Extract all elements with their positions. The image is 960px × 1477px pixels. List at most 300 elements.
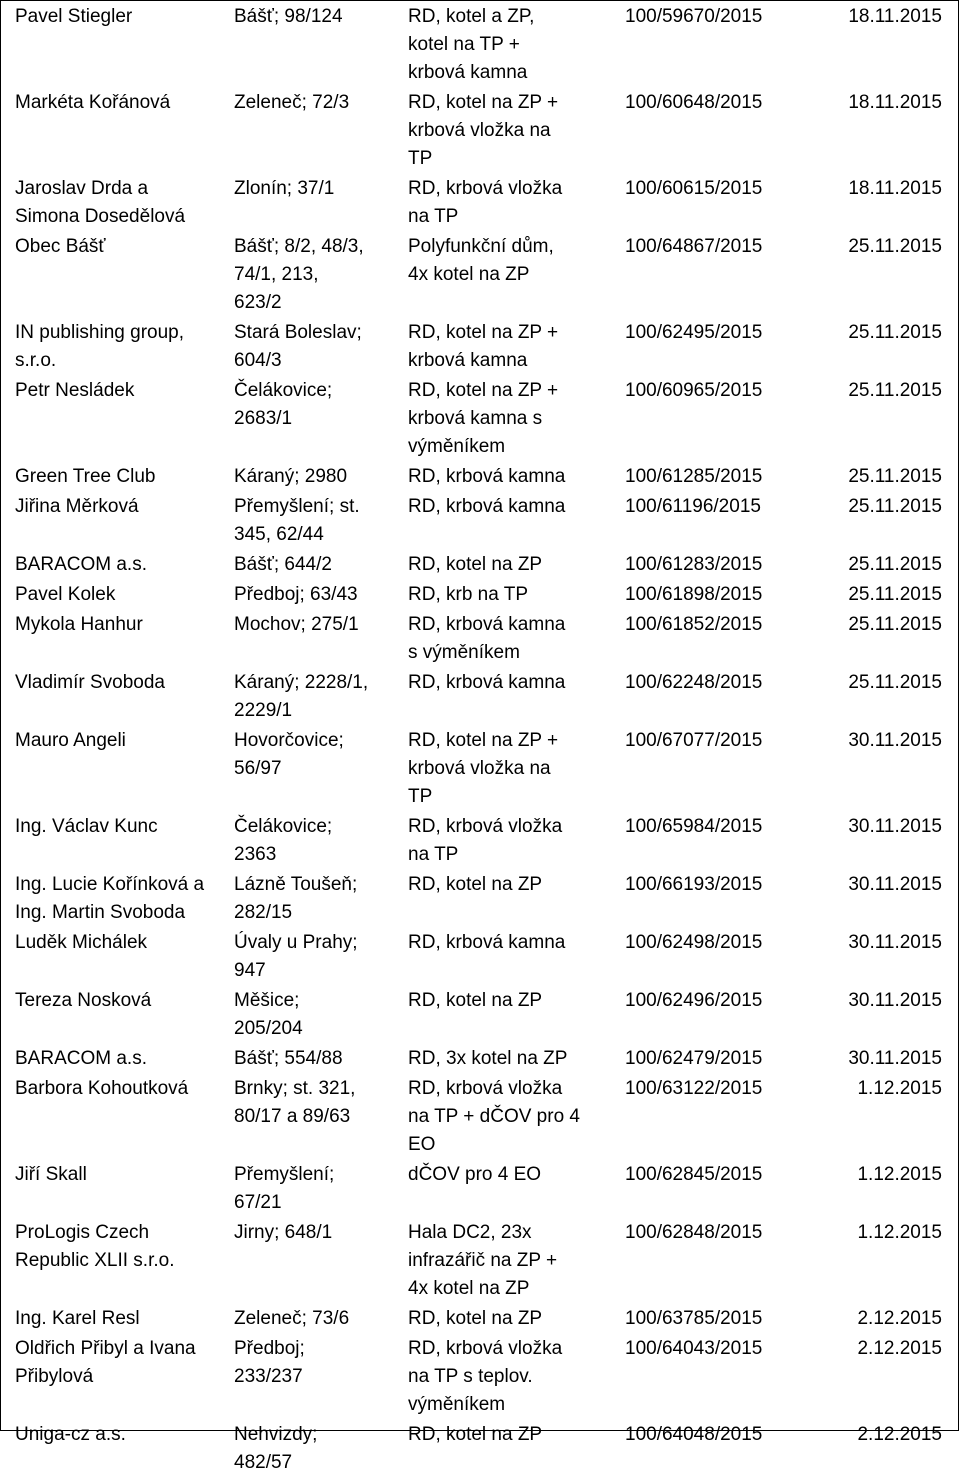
reference-number-cell: [621, 1073, 816, 1159]
cell-text-line: Jirny; 648/1: [234, 1222, 333, 1243]
cell-text-line: Markéta Kořánová: [15, 92, 171, 113]
cell-text-line: kotel na TP +: [408, 34, 520, 55]
cell-text-line: Přibylová: [15, 1366, 94, 1387]
cell-text-line: RD, kotel na ZP: [408, 554, 543, 575]
cell-text-line: 30.11.2015: [848, 730, 942, 751]
cell-text-line: Káraný; 2980: [234, 466, 348, 487]
applicant-cell: [1, 985, 232, 1043]
table-row: [1, 173, 958, 231]
cell-text-line: RD, kotel na ZP +: [408, 730, 559, 751]
cell-text-line: Green Tree Club: [15, 466, 156, 487]
installation-cell: [406, 1043, 621, 1073]
cell-text-line: RD, 3x kotel na ZP: [408, 1048, 568, 1069]
cell-text-line: 947: [234, 960, 266, 981]
cell-text-line: 30.11.2015: [848, 990, 942, 1011]
cell-text-line: RD, krbová vložka: [408, 178, 563, 199]
cell-text-line: 282/15: [234, 902, 293, 923]
cell-text-line: Simona Dosedělová: [15, 206, 186, 227]
cell-text-line: 1.12.2015: [857, 1078, 942, 1099]
applicant-cell: [1, 811, 232, 869]
installation-cell: [406, 579, 621, 609]
reference-number-cell: [621, 317, 816, 375]
table-row: [1, 549, 958, 579]
cell-text-line: infrazářič na ZP +: [408, 1250, 558, 1271]
applicant-cell: [1, 549, 232, 579]
table-row: [1, 1419, 958, 1477]
applicant-cell: [1, 869, 232, 927]
location-cell: [232, 927, 406, 985]
cell-text-line: s.r.o.: [15, 350, 57, 371]
cell-text-line: RD, kotel a ZP,: [408, 6, 535, 27]
applicant-cell: [1, 375, 232, 461]
applicant-cell: [1, 1303, 232, 1333]
date-cell: [816, 869, 958, 927]
cell-text-line: 30.11.2015: [848, 1048, 942, 1069]
cell-text-line: Jiří Skall: [15, 1164, 87, 1185]
date-cell: [816, 173, 958, 231]
reference-number-cell: [621, 1159, 816, 1217]
cell-text-line: Jiřina Měrková: [15, 496, 139, 517]
table-row: [1, 461, 958, 491]
applicant-cell: [1, 1419, 232, 1477]
cell-text-line: na TP: [408, 844, 459, 865]
cell-text-line: RD, kotel na ZP: [408, 874, 543, 895]
cell-text-line: 100/61196/2015: [625, 496, 761, 517]
cell-text-line: Hala DC2, 23x: [408, 1222, 532, 1243]
installation-cell: [406, 1419, 621, 1477]
reference-number-cell: [621, 985, 816, 1043]
cell-text-line: 100/67077/2015: [625, 730, 763, 751]
reference-number-cell: [621, 579, 816, 609]
cell-text-line: 25.11.2015: [848, 672, 942, 693]
cell-text-line: 604/3: [234, 350, 282, 371]
cell-text-line: IN publishing group,: [15, 322, 184, 343]
cell-text-line: 100/62498/2015: [625, 932, 763, 953]
installation-cell: [406, 375, 621, 461]
cell-text-line: Zlonín; 37/1: [234, 178, 335, 199]
reference-number-cell: [621, 1217, 816, 1303]
reference-number-cell: [621, 549, 816, 579]
applicant-cell: [1, 609, 232, 667]
location-cell: [232, 317, 406, 375]
installation-cell: [406, 1, 621, 87]
cell-text-line: RD, krbová vložka: [408, 1338, 563, 1359]
table-body: [1, 1, 958, 1477]
cell-text-line: 100/62848/2015: [625, 1222, 763, 1243]
applicant-cell: [1, 927, 232, 985]
reference-number-cell: [621, 173, 816, 231]
location-cell: [232, 811, 406, 869]
cell-text-line: 100/60965/2015: [625, 380, 763, 401]
cell-text-line: dČOV pro 4 EO: [408, 1164, 542, 1185]
date-cell: [816, 461, 958, 491]
cell-text-line: Zeleneč; 73/6: [234, 1308, 350, 1329]
applicant-cell: [1, 1217, 232, 1303]
cell-text-line: Stará Boleslav;: [234, 322, 362, 343]
date-cell: [816, 1043, 958, 1073]
installation-cell: [406, 549, 621, 579]
date-cell: [816, 1217, 958, 1303]
table-row: [1, 1073, 958, 1159]
cell-text-line: 100/63122/2015: [625, 1078, 763, 1099]
cell-text-line: 100/64867/2015: [625, 236, 763, 257]
installation-cell: [406, 461, 621, 491]
cell-text-line: Mykola Hanhur: [15, 614, 143, 635]
table-row: [1, 1303, 958, 1333]
applicant-cell: [1, 491, 232, 549]
cell-text-line: 30.11.2015: [848, 816, 942, 837]
cell-text-line: Polyfunkční dům,: [408, 236, 554, 257]
cell-text-line: Měšice;: [234, 990, 300, 1011]
cell-text-line: 2683/1: [234, 408, 293, 429]
date-cell: [816, 1303, 958, 1333]
cell-text-line: 2.12.2015: [857, 1424, 942, 1445]
reference-number-cell: [621, 87, 816, 173]
cell-text-line: RD, krbová kamna: [408, 672, 566, 693]
location-cell: [232, 173, 406, 231]
cell-text-line: 100/62496/2015: [625, 990, 763, 1011]
installation-cell: [406, 1217, 621, 1303]
cell-text-line: Vladimír Svoboda: [15, 672, 165, 693]
cell-text-line: RD, kotel na ZP +: [408, 380, 559, 401]
cell-text-line: 100/64043/2015: [625, 1338, 763, 1359]
cell-text-line: Barbora Kohoutková: [15, 1078, 189, 1099]
date-cell: [816, 579, 958, 609]
reference-number-cell: [621, 1043, 816, 1073]
cell-text-line: 25.11.2015: [848, 584, 942, 605]
cell-text-line: 100/61852/2015: [625, 614, 763, 635]
cell-text-line: RD, kotel na ZP +: [408, 322, 559, 343]
cell-text-line: 482/57: [234, 1452, 293, 1473]
cell-text-line: 30.11.2015: [848, 932, 942, 953]
installation-cell: [406, 869, 621, 927]
applicant-cell: [1, 173, 232, 231]
applicant-cell: [1, 231, 232, 317]
cell-text-line: 2.12.2015: [857, 1338, 942, 1359]
date-cell: [816, 1333, 958, 1419]
location-cell: [232, 725, 406, 811]
cell-text-line: RD, krb na TP: [408, 584, 529, 605]
cell-text-line: 100/62845/2015: [625, 1164, 763, 1185]
cell-text-line: BARACOM a.s.: [15, 1048, 147, 1069]
table-row: [1, 1043, 958, 1073]
reference-number-cell: [621, 927, 816, 985]
date-cell: [816, 1073, 958, 1159]
location-cell: [232, 375, 406, 461]
cell-text-line: na TP: [408, 206, 459, 227]
cell-text-line: Bášť; 8/2, 48/3,: [234, 236, 364, 257]
cell-text-line: RD, kotel na ZP: [408, 990, 543, 1011]
date-cell: [816, 927, 958, 985]
cell-text-line: 25.11.2015: [848, 466, 942, 487]
cell-text-line: Luděk Michálek: [15, 932, 148, 953]
installation-cell: [406, 1303, 621, 1333]
cell-text-line: výměníkem: [408, 436, 506, 457]
installation-cell: [406, 609, 621, 667]
table-row: [1, 1217, 958, 1303]
location-cell: [232, 1073, 406, 1159]
applicant-cell: [1, 579, 232, 609]
cell-text-line: Mochov; 275/1: [234, 614, 359, 635]
reference-number-cell: [621, 491, 816, 549]
installation-cell: [406, 317, 621, 375]
cell-text-line: Tereza Nosková: [15, 990, 152, 1011]
cell-text-line: 4x kotel na ZP: [408, 264, 530, 285]
cell-text-line: Hovorčovice;: [234, 730, 344, 751]
cell-text-line: TP: [408, 148, 433, 169]
applicant-cell: [1, 1, 232, 87]
table-row: [1, 725, 958, 811]
date-cell: [816, 1419, 958, 1477]
cell-text-line: 18.11.2015: [848, 178, 942, 199]
cell-text-line: 80/17 a 89/63: [234, 1106, 351, 1127]
cell-text-line: 1.12.2015: [857, 1164, 942, 1185]
cell-text-line: výměníkem: [408, 1394, 506, 1415]
cell-text-line: Ing. Lucie Kořínková a: [15, 874, 205, 895]
applicant-cell: [1, 1159, 232, 1217]
date-cell: [816, 667, 958, 725]
date-cell: [816, 725, 958, 811]
reference-number-cell: [621, 1303, 816, 1333]
cell-text-line: 345, 62/44: [234, 524, 324, 545]
cell-text-line: 100/59670/2015: [625, 6, 763, 27]
installation-cell: [406, 1073, 621, 1159]
applicant-cell: [1, 1073, 232, 1159]
cell-text-line: Ing. Václav Kunc: [15, 816, 158, 837]
cell-text-line: Nehvizdy;: [234, 1424, 318, 1445]
cell-text-line: 100/64048/2015: [625, 1424, 763, 1445]
cell-text-line: 4x kotel na ZP: [408, 1278, 530, 1299]
cell-text-line: 25.11.2015: [848, 496, 942, 517]
reference-number-cell: [621, 667, 816, 725]
cell-text-line: na TP + dČOV pro 4: [408, 1106, 580, 1127]
cell-text-line: Bášť; 644/2: [234, 554, 332, 575]
reference-number-cell: [621, 869, 816, 927]
cell-text-line: 233/237: [234, 1366, 303, 1387]
location-cell: [232, 1419, 406, 1477]
installation-cell: [406, 985, 621, 1043]
table-row: [1, 985, 958, 1043]
applicant-cell: [1, 667, 232, 725]
table-row: [1, 375, 958, 461]
date-cell: [816, 811, 958, 869]
cell-text-line: 25.11.2015: [848, 380, 942, 401]
cell-text-line: 25.11.2015: [848, 614, 942, 635]
cell-text-line: 205/204: [234, 1018, 303, 1039]
location-cell: [232, 667, 406, 725]
date-cell: [816, 231, 958, 317]
location-cell: [232, 1159, 406, 1217]
reference-number-cell: [621, 1419, 816, 1477]
permit-table: [1, 1, 958, 1477]
cell-text-line: Káraný; 2228/1,: [234, 672, 369, 693]
cell-text-line: RD, krbová kamna: [408, 466, 566, 487]
cell-text-line: BARACOM a.s.: [15, 554, 147, 575]
location-cell: [232, 1043, 406, 1073]
cell-text-line: s výměníkem: [408, 642, 520, 663]
cell-text-line: 623/2: [234, 292, 282, 313]
date-cell: [816, 375, 958, 461]
installation-cell: [406, 667, 621, 725]
cell-text-line: Bášť; 98/124: [234, 6, 343, 27]
cell-text-line: ProLogis Czech: [15, 1222, 150, 1243]
cell-text-line: Bášť; 554/88: [234, 1048, 343, 1069]
location-cell: [232, 491, 406, 549]
cell-text-line: Lázně Toušeň;: [234, 874, 358, 895]
cell-text-line: 100/65984/2015: [625, 816, 763, 837]
cell-text-line: 18.11.2015: [848, 92, 942, 113]
cell-text-line: Republic XLII s.r.o.: [15, 1250, 175, 1271]
applicant-cell: [1, 1043, 232, 1073]
table-row: [1, 811, 958, 869]
cell-text-line: RD, krbová kamna: [408, 496, 566, 517]
installation-cell: [406, 1159, 621, 1217]
cell-text-line: Oldřich Přibyl a Ivana: [15, 1338, 196, 1359]
cell-text-line: na TP s teplov.: [408, 1366, 533, 1387]
location-cell: [232, 1333, 406, 1419]
cell-text-line: 25.11.2015: [848, 322, 942, 343]
date-cell: [816, 985, 958, 1043]
cell-text-line: RD, kotel na ZP +: [408, 92, 559, 113]
table-row: [1, 1159, 958, 1217]
table-row: [1, 579, 958, 609]
table-row: [1, 1, 958, 87]
table-row: [1, 1333, 958, 1419]
cell-text-line: 100/63785/2015: [625, 1308, 763, 1329]
cell-text-line: 100/61283/2015: [625, 554, 763, 575]
location-cell: [232, 869, 406, 927]
cell-text-line: krbová kamna: [408, 350, 528, 371]
table-row: [1, 231, 958, 317]
cell-text-line: Úvaly u Prahy;: [234, 932, 358, 953]
cell-text-line: Ing. Karel Resl: [15, 1308, 140, 1329]
cell-text-line: Přemyšlení;: [234, 1164, 335, 1185]
location-cell: [232, 1217, 406, 1303]
cell-text-line: RD, krbová vložka: [408, 816, 563, 837]
cell-text-line: 25.11.2015: [848, 554, 942, 575]
cell-text-line: 100/62479/2015: [625, 1048, 763, 1069]
cell-text-line: TP: [408, 786, 433, 807]
cell-text-line: Pavel Stiegler: [15, 6, 133, 27]
installation-cell: [406, 87, 621, 173]
location-cell: [232, 87, 406, 173]
cell-text-line: EO: [408, 1134, 436, 1155]
installation-cell: [406, 491, 621, 549]
cell-text-line: 30.11.2015: [848, 874, 942, 895]
cell-text-line: Jaroslav Drda a: [15, 178, 149, 199]
date-cell: [816, 1159, 958, 1217]
location-cell: [232, 461, 406, 491]
location-cell: [232, 579, 406, 609]
cell-text-line: 67/21: [234, 1192, 282, 1213]
reference-number-cell: [621, 609, 816, 667]
cell-text-line: 2.12.2015: [857, 1308, 942, 1329]
location-cell: [232, 1, 406, 87]
cell-text-line: 100/61898/2015: [625, 584, 763, 605]
table-row: [1, 609, 958, 667]
cell-text-line: RD, krbová vložka: [408, 1078, 563, 1099]
cell-text-line: Předboj;: [234, 1338, 305, 1359]
cell-text-line: 100/62248/2015: [625, 672, 763, 693]
reference-number-cell: [621, 231, 816, 317]
location-cell: [232, 609, 406, 667]
cell-text-line: 100/66193/2015: [625, 874, 763, 895]
applicant-cell: [1, 317, 232, 375]
date-cell: [816, 1, 958, 87]
date-cell: [816, 609, 958, 667]
cell-text-line: 18.11.2015: [848, 6, 942, 27]
cell-text-line: krbová vložka na: [408, 758, 551, 779]
cell-text-line: 25.11.2015: [848, 236, 942, 257]
location-cell: [232, 985, 406, 1043]
cell-text-line: krbová vložka na: [408, 120, 551, 141]
reference-number-cell: [621, 375, 816, 461]
applicant-cell: [1, 87, 232, 173]
cell-text-line: 1.12.2015: [857, 1222, 942, 1243]
cell-text-line: 100/60648/2015: [625, 92, 763, 113]
reference-number-cell: [621, 811, 816, 869]
cell-text-line: 56/97: [234, 758, 282, 779]
date-cell: [816, 87, 958, 173]
applicant-cell: [1, 725, 232, 811]
cell-text-line: Petr Nesládek: [15, 380, 135, 401]
cell-text-line: Zeleneč; 72/3: [234, 92, 350, 113]
table-row: [1, 667, 958, 725]
installation-cell: [406, 231, 621, 317]
location-cell: [232, 1303, 406, 1333]
cell-text-line: krbová kamna: [408, 62, 528, 83]
installation-cell: [406, 725, 621, 811]
reference-number-cell: [621, 1, 816, 87]
applicant-cell: [1, 1333, 232, 1419]
cell-text-line: 2229/1: [234, 700, 293, 721]
cell-text-line: RD, kotel na ZP: [408, 1308, 543, 1329]
table-row: [1, 927, 958, 985]
table-row: [1, 491, 958, 549]
installation-cell: [406, 927, 621, 985]
date-cell: [816, 317, 958, 375]
reference-number-cell: [621, 461, 816, 491]
cell-text-line: RD, krbová kamna: [408, 614, 566, 635]
cell-text-line: RD, kotel na ZP: [408, 1424, 543, 1445]
cell-text-line: Čelákovice;: [234, 380, 333, 401]
cell-text-line: 100/60615/2015: [625, 178, 763, 199]
cell-text-line: 74/1, 213,: [234, 264, 319, 285]
cell-text-line: Brnky; st. 321,: [234, 1078, 356, 1099]
date-cell: [816, 549, 958, 579]
cell-text-line: Obec Bášť: [15, 236, 106, 257]
cell-text-line: Uniga-cz a.s.: [15, 1424, 126, 1445]
cell-text-line: 2363: [234, 844, 277, 865]
installation-cell: [406, 173, 621, 231]
location-cell: [232, 231, 406, 317]
cell-text-line: 100/61285/2015: [625, 466, 763, 487]
installation-cell: [406, 1333, 621, 1419]
table-row: [1, 317, 958, 375]
reference-number-cell: [621, 1333, 816, 1419]
cell-text-line: Ing. Martin Svoboda: [15, 902, 186, 923]
table-row: [1, 869, 958, 927]
cell-text-line: Mauro Angeli: [15, 730, 126, 751]
table-row: [1, 87, 958, 173]
cell-text-line: RD, krbová kamna: [408, 932, 566, 953]
location-cell: [232, 549, 406, 579]
date-cell: [816, 491, 958, 549]
cell-text-line: Pavel Kolek: [15, 584, 116, 605]
cell-text-line: Čelákovice;: [234, 816, 333, 837]
cell-text-line: 100/62495/2015: [625, 322, 763, 343]
installation-cell: [406, 811, 621, 869]
